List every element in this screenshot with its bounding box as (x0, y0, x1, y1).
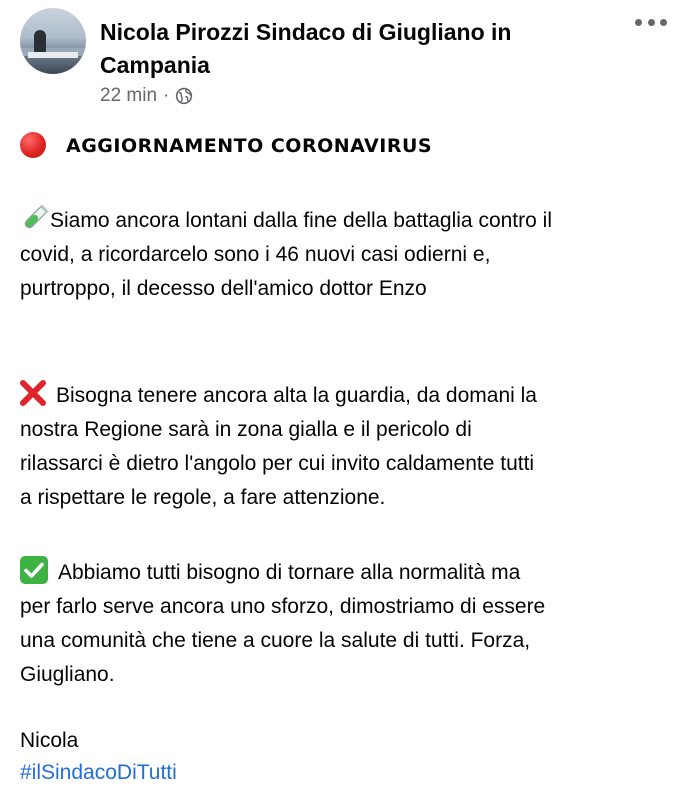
avatar-bench (28, 52, 78, 58)
paragraph-3-line-1 (20, 556, 520, 590)
post-time[interactable]: 22 min (100, 85, 158, 106)
paragraph-2-line-2: nostra Regione sarà in zona gialla e il pericolo di (20, 418, 472, 441)
more-dot (635, 19, 642, 26)
paragraph-3-line-2: per farlo serve ancora uno sforzo, dimostriamo di essere (20, 595, 546, 618)
paragraph-3-line-4: Giugliano. (20, 663, 115, 686)
globe-icon[interactable] (175, 87, 193, 105)
paragraph-2-line-1 (20, 379, 537, 413)
author-name-line-2: Campania (100, 52, 210, 78)
check-icon (20, 556, 48, 584)
paragraph-1-line-1 (20, 204, 552, 238)
paragraph-2-text: Bisogna tenere ancora alta la guardia, da domani la (56, 384, 537, 407)
heading-text: AGGIORNAMENTO CORONAVIRUS (66, 135, 433, 157)
more-dot (660, 19, 667, 26)
author-name[interactable] (100, 16, 580, 82)
post-header (20, 8, 667, 118)
avatar-figure (34, 30, 46, 54)
avatar[interactable] (20, 8, 86, 74)
paragraph-3-line-3: una comunità che tiene a cuore la salute di tutti. Forza, (20, 629, 531, 652)
paragraph-3-text: Abbiamo tutti bisogno di tornare alla normalità ma (58, 561, 521, 584)
more-dot (648, 19, 655, 26)
check-mark-icon (20, 556, 48, 584)
paragraph-2-line-4: a rispettare le regole, a fare attenzione. (20, 486, 386, 509)
paragraph-1-text: Siamo ancora lontani dalla fine della battaglia contro il (50, 209, 552, 232)
paragraph-2-line-3: rilassarci è dietro l'angolo per cui invito caldamente tutti (20, 452, 535, 475)
paragraph-1-line-2: covid, a ricordarcelo sono i 46 nuovi casi odierni e, (20, 243, 491, 266)
test-tube-icon (20, 203, 50, 233)
post-meta (100, 85, 193, 107)
cross-icon (20, 380, 46, 406)
paragraph-1-line-3: purtroppo, il decesso dell'amico dottor Enzo (20, 277, 427, 300)
meta-separator: · (163, 85, 170, 106)
signature: Nicola (20, 729, 79, 752)
red-circle-icon (20, 132, 46, 158)
more-icon[interactable] (635, 14, 667, 30)
post-heading (20, 129, 432, 163)
hashtag-link[interactable]: #ilSindacoDiTutti (20, 761, 177, 784)
author-name-line-1: Nicola Pirozzi Sindaco di Giugliano in (100, 19, 512, 45)
